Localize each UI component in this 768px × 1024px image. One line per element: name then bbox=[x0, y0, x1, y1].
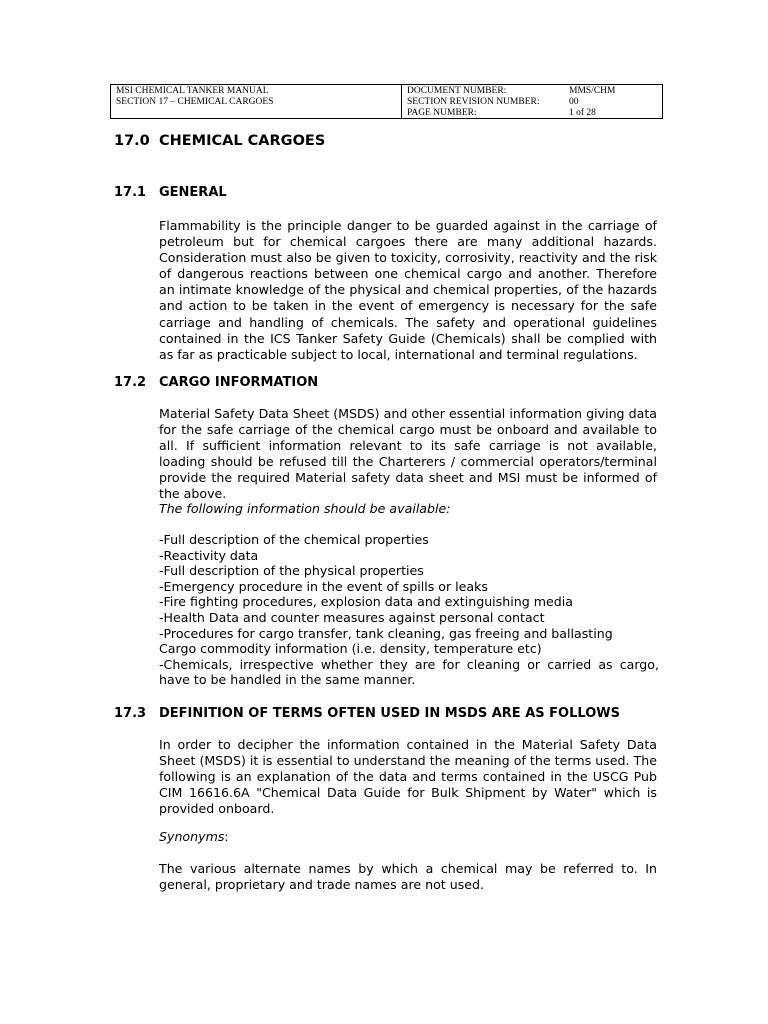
list-item: -Reactivity data bbox=[159, 547, 259, 563]
revision-number-value: 00 bbox=[569, 97, 579, 107]
title-number: 17.0 bbox=[114, 133, 150, 149]
heading-general-number: 17.1 bbox=[114, 185, 147, 200]
synonyms-definition: The various alternate names by which a chemical may be referred to. In general, proprietary and trade names are not used. bbox=[159, 861, 657, 893]
list-item: -Fire fighting procedures, explosion data and extinguishing media bbox=[159, 594, 573, 610]
manual-title: MSI CHEMICAL TANKER MANUAL bbox=[116, 86, 269, 96]
general-paragraph: Flammability is the principle danger to be guarded against in the carriage of petroleum but for chemical cargoes there are many additional hazards. Consideration must also be given to toxicity, corrosivity, reactivity and the risk of dangerous reactions between one chemical cargo and another. Therefore an intimate knowledge of the physical and chemical properties, of the hazards and action to be taken in the event of emergency is necessary for the safe carriage and handling of chemicals. The safety and operational guidelines contained in the ICS Tanker Safety Guide (Chemicals) shall be complied with as far as practicable subject to local, international and terminal regulations. bbox=[159, 218, 657, 362]
list-item: -Procedures for cargo transfer, tank cleaning, gas freeing and ballasting bbox=[159, 625, 613, 641]
cargo-information-paragraph: Material Safety Data Sheet (MSDS) and other essential information giving data for the safe carriage of the chemical cargo must be onboard and available to all. If sufficient information relevant to its safe carriage is not available, loading should be refused till the Charterers / commercial operators/terminal provide the required Material safety data sheet and MSI must be informed of the above. bbox=[159, 406, 657, 502]
header-left-cell bbox=[111, 85, 402, 118]
heading-definitions-number: 17.3 bbox=[114, 706, 147, 721]
section-title: SECTION 17 – CHEMICAL CARGOES bbox=[116, 97, 274, 107]
heading-cargo-information bbox=[114, 375, 318, 390]
synonyms-term bbox=[159, 829, 657, 845]
list-item: -Chemicals, irrespective whether they are for cleaning or carried as cargo, have to be handled in the same manner. bbox=[159, 656, 659, 688]
page-number-label: PAGE NUMBER: bbox=[407, 108, 477, 118]
list-item: -Full description of the chemical properties bbox=[159, 532, 429, 547]
heading-general bbox=[114, 185, 227, 200]
revision-number-row bbox=[407, 97, 657, 108]
document-header bbox=[110, 84, 663, 119]
title-text: CHEMICAL CARGOES bbox=[159, 133, 326, 149]
available-info-intro: The following information should be available: bbox=[159, 501, 451, 516]
page-number-row bbox=[407, 108, 657, 119]
page-title bbox=[114, 133, 325, 149]
heading-cargo-information-number: 17.2 bbox=[114, 375, 147, 390]
heading-cargo-information-text: CARGO INFORMATION bbox=[159, 375, 319, 390]
list-item: -Full description of the physical properties bbox=[159, 563, 424, 579]
list-item: Cargo commodity information (i.e. density, temperature etc) bbox=[159, 641, 542, 657]
document-number-value: MMS/CHM bbox=[569, 86, 616, 96]
list-item: -Health Data and counter measures against personal contact bbox=[159, 609, 545, 625]
cargo-information-list bbox=[159, 532, 659, 688]
heading-definitions-text: DEFINITION OF TERMS OFTEN USED IN MSDS ARE AS FOLLOWS bbox=[159, 706, 620, 721]
revision-number-label: SECTION REVISION NUMBER: bbox=[407, 97, 540, 107]
document-number-label: DOCUMENT NUMBER: bbox=[407, 86, 507, 96]
list-item: -Emergency procedure in the event of spills or leaks bbox=[159, 578, 488, 594]
document-number-row bbox=[407, 86, 657, 97]
heading-definitions bbox=[114, 706, 620, 721]
page-number-value: 1 of 28 bbox=[569, 108, 596, 118]
synonyms-term-colon: : bbox=[224, 829, 229, 844]
definitions-paragraph: In order to decipher the information contained in the Material Safety Data Sheet (MSDS) it is essential to understand the meaning of the terms used. The following is an explanation of the data and terms contained in the USCG Pub CIM 16616.6A "Chemical Data Guide for Bulk Shipment by Water" which is provided onboard. bbox=[159, 737, 657, 817]
synonyms-term-label: Synonyms bbox=[159, 829, 225, 844]
header-right-cell bbox=[402, 85, 662, 118]
heading-general-text: GENERAL bbox=[159, 185, 227, 200]
